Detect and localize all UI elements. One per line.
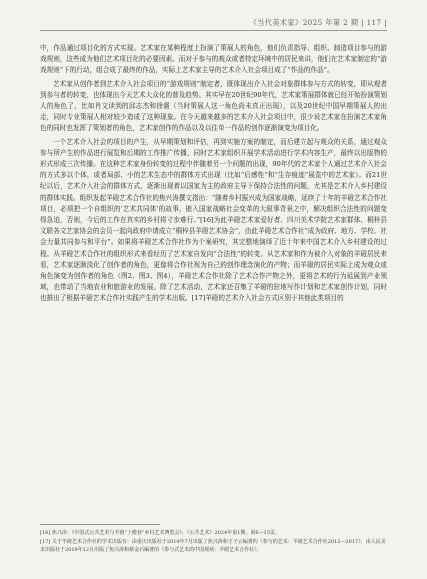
paragraph: 艺术家从创作者到艺术介入社会项目的“游戏规则”制定者，既体现出介入社会对象群体参与方式的转变，即从观者到参与者的转变，也体现出今天艺术大众化的普及趋势。其实早在20世纪90年代，艺术家策展群体就已经开始扮演策划人的角色了，比如肖文读到的邱志杰和徐震（当时策展人这一角色尚未真正出现），以及20世纪中国早期策展人的出走，同时专业策展人相对较少造成了这种现象。在今天越来越多的艺术介入社会项目中，很少说艺术家在扮演艺术家角色的同时也发挥了策划者的角色，艺术家创作的作品以及以往单一作品的创作逐渐演变为项目化。 [40,79,387,133]
footnote-rule [40,524,160,525]
paragraph: 一个艺术介入社会的项目的产生，从早期策划和评估，再到实施方案的制定，而后建立起与观众的关系，通过观众参与所产生的作品进行展览和后期的工作推广传播，同时艺术家组织开展学术活动进行学术内容生产，最终以出版物的形式形成三次传播。在这种艺术家身份转变的过程中伴随着另一个问题的出现，90年代的艺术家个人通过艺术介入社会的方式多以个体，或者局部、小的艺术生态中的群体方式出现（比如“后感性”和“生存痕迹”展览中的艺术家）。而21世纪以后，艺术介入社会的群体方式，逐渐出现着以国家为主的政府主导下保持合法性的问题，尤其是艺术介入乡村建设的群体实践。组织发起羊磴艺术合作社的焦兴涛撰文指出：“随着乡村振兴成为国家战略，延续了十年的羊磴艺术合作社项目，必须把一个自组织的‘艺术共同体’的故事，嵌入国家战略社会变革的大叙事背景之中，解决组织合法性的问题变得急迫，否则，今后的工作在真实的乡村将寸步难行。”[16]为此羊磴艺术家爱好者、四川美术学院艺术家群体、桐梓县文联各文艺家协会的会员一起向政府申请成立“桐梓县羊磴艺术协会”，由此羊磴艺术合作社“成为政府、地方、学校、社会力量共同参与和平台”。如果将羊磴艺术合作社作为个案研究，其完整地演绎了近十年来中国艺术介入乡村建设的过程。从羊磴艺术合作社的组织形式来看经历了艺术家自发向“合法性”的转变。从艺术家和作为被介入对象的羊磴居民来看，艺术家逐渐淡化了创作者的角色，更像将合作社视为自己的创作理念演化的产物；而羊磴的居民实际上成为观众或角色演变为创作者的角色（图2、图3、图4），羊磴艺术合作社除了艺术合作产物之外，更将艺术的行为延展到产业领域，也带动了当地农业和旅游业的发展。除了艺术活动，艺术家还召集了羊磴的驻地写作计划和艺术家创作计划，同时也推出了根据羊磴艺术合作社实践产生的学术出版。[17]羊磴的艺术介入社会方式区别于其他此类项目的 [40,137,387,303]
paragraph: 中，作品通过项目化的方式实现。艺术家在某种程度上扮演了策展人的角色，他们负责指导、组织、制造项目参与的游戏规则，这些成为他们艺术项目化的必要因素。而对于参与的观众或者特定环境中的居民来讲，他们在艺术家制定的“游戏规则”下的行动，组合成了最终的作品，实际上艺术家主导的艺术介入社会项目成了“作品的作品”。 [40,44,387,75]
header-rule [40,30,387,31]
running-header: 《当代美术家》2025 年第 2 期 | 117 | [249,18,387,27]
article-body [40,43,387,307]
footnote-17: [17] 关于羊磴艺术合作社的学术出版有：由重庆出版社于2019年7月出版了焦兴涛和王子云编著的《参与的艺术：羊磴艺术合作社2012—2017》，由人民美术出版社于2019年12月出版了焦兴涛和蔡金石编著的《参与式艺术的中国现场：羊磴艺术合作社》。 [40,538,386,554]
footnote-16: [16] 焦兴涛：《中国式公共艺术与羊磴“土殿巷”乡村艺术博览会》，《公共艺术》2024年第1期，第6—15页。 [40,530,280,536]
footnotes [40,529,387,555]
